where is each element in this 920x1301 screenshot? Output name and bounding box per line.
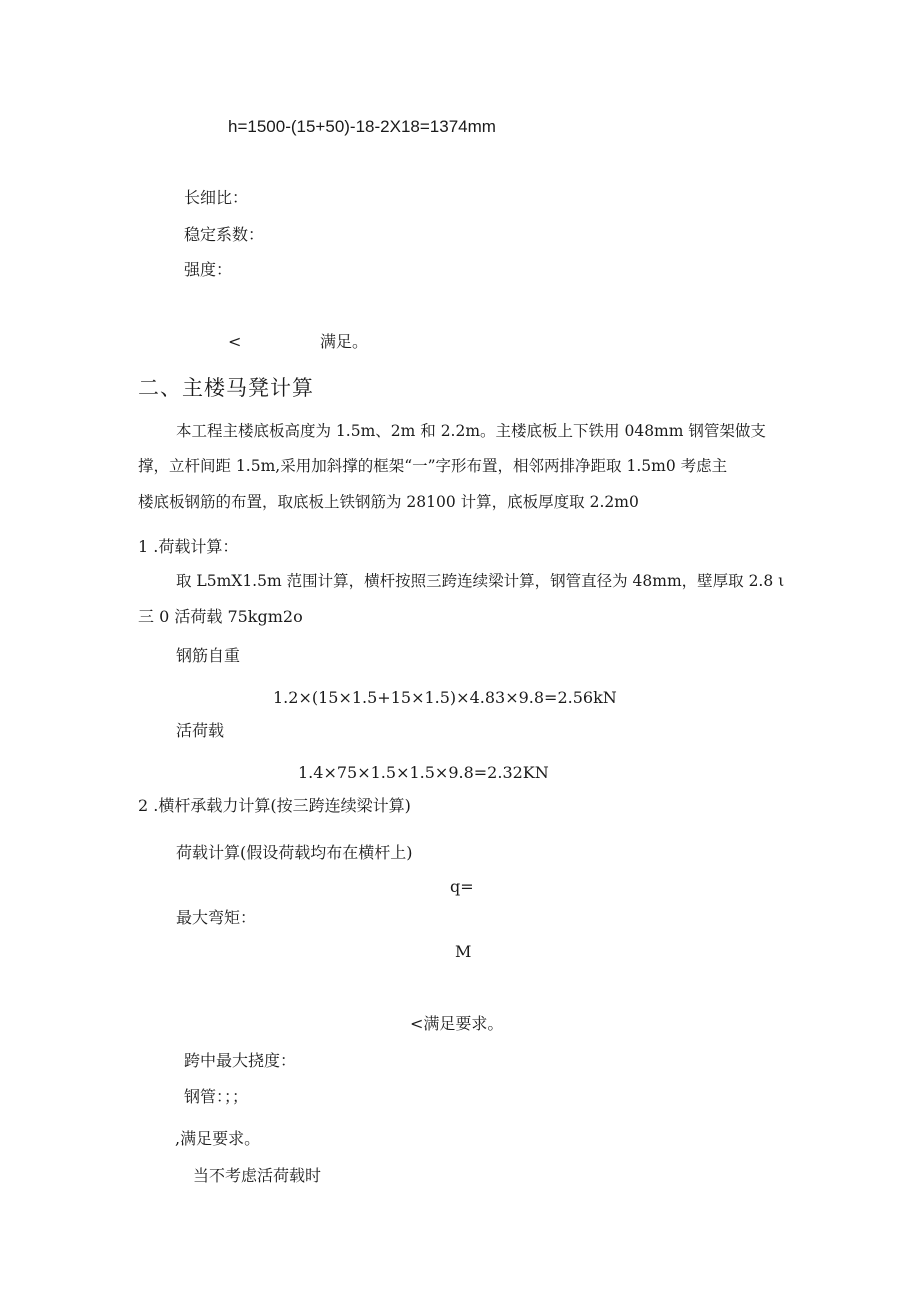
strength-label: 强度： xyxy=(184,260,233,279)
item1-line1: 取 L5mX1.5m 范围计算，横杆按照三跨连续梁计算，钢管直径为 48mm，壁厚取 2.8 ι xyxy=(176,572,785,590)
m-symbol: M xyxy=(455,942,472,961)
para1-line2: 撑，立杆间距 1.5m,采用加斜撑的框架“一”字形布置，相邻两排净距取 1.5m0 考虑主 xyxy=(138,457,728,475)
para1-line3: 楼底板钢筋的布置，取底板上铁钢筋为 28100 计算，底板厚度取 2.2m0 xyxy=(138,493,639,511)
steel-pipe-label: 钢管：；； xyxy=(184,1087,249,1106)
load-calc-label: 荷载计算(假设荷载均布在横杆上) xyxy=(176,843,413,862)
item1-line2: 三 0 活荷载 75kgm2o xyxy=(138,607,303,626)
satisfy-requirement-2: ,满足要求。 xyxy=(175,1129,261,1148)
satisfied-text: 满足。 xyxy=(320,332,369,351)
rebar-weight-label: 钢筋自重 xyxy=(176,646,241,665)
stability-label: 稳定系数： xyxy=(184,225,265,244)
q-equals: q= xyxy=(450,877,474,896)
no-live-load-text: 当不考虑活荷载时 xyxy=(193,1166,322,1185)
item1-title: 1 .荷载计算： xyxy=(138,537,239,556)
item2-title: 2 .横杆承载力计算(按三跨连续梁计算) xyxy=(138,796,411,815)
section-title: 二、主楼马凳计算 xyxy=(138,376,314,400)
satisfy-requirement-1: <满足要求。 xyxy=(410,1014,504,1033)
rebar-weight-formula: 1.2×(15×1.5+15×1.5)×4.83×9.8=2.56kN xyxy=(273,688,617,707)
max-moment-label: 最大弯矩： xyxy=(176,908,257,927)
less-than-symbol: < xyxy=(228,332,242,351)
slenderness-label: 长细比： xyxy=(184,188,249,207)
para1-line1: 本工程主楼底板高度为 1.5m、2m 和 2.2m。主楼底板上下铁用 048mm 钢管架做支 xyxy=(176,422,766,440)
max-deflection-label: 跨中最大挠度： xyxy=(184,1051,297,1070)
h-formula: h=1500-(15+50)-18-2X18=1374mm xyxy=(228,117,496,136)
live-load-label: 活荷载 xyxy=(176,721,225,740)
live-load-formula: 1.4×75×1.5×1.5×9.8=2.32KN xyxy=(298,763,549,782)
